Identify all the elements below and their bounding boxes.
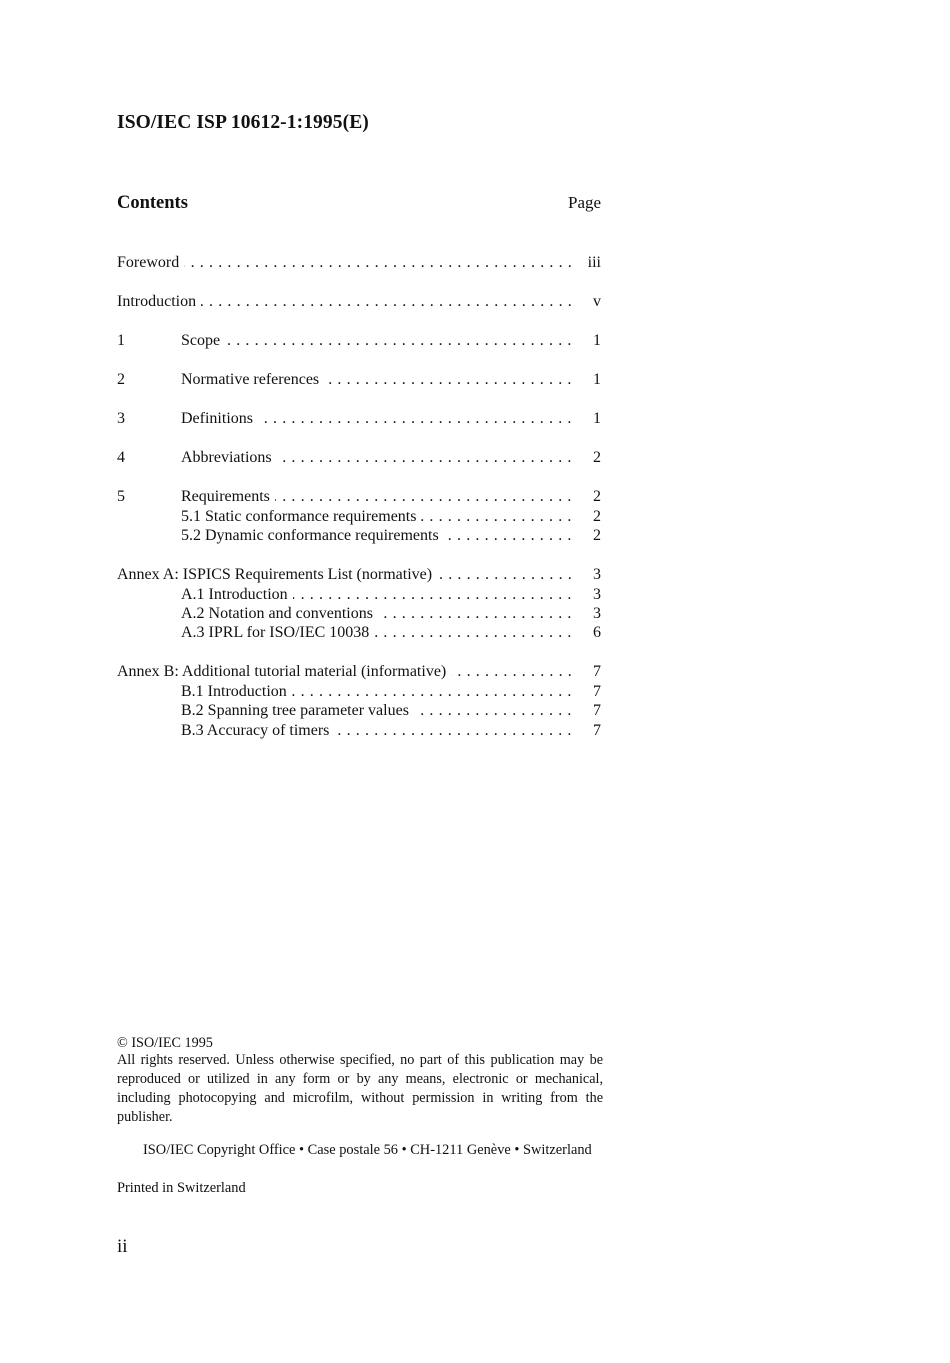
toc-page: 1 <box>593 410 601 427</box>
toc-label: Foreword . . . <box>117 253 575 273</box>
toc-page: 2 <box>593 508 601 525</box>
printed-in: Printed in Switzerland <box>117 1180 246 1196</box>
toc-page: 2 <box>593 488 601 505</box>
toc-page: 7 <box>593 663 601 680</box>
toc-label: Annex A: ISPICS Requirements List (normative) . . . <box>117 565 575 585</box>
toc-label: Scope . . . <box>181 331 575 351</box>
toc-label: Abbreviations . . . <box>181 448 575 468</box>
contents-heading: Contents <box>117 193 188 213</box>
toc-label: A.1 Introduction . . . <box>181 585 575 605</box>
toc-page: 3 <box>593 605 601 622</box>
toc-page: 2 <box>593 527 601 544</box>
toc-label: A.2 Notation and conventions . . . <box>181 604 575 624</box>
toc-number: 1 <box>117 332 125 349</box>
toc-page: 7 <box>593 683 601 700</box>
toc-label: B.3 Accuracy of timers . . . <box>181 721 575 741</box>
toc-label: B.1 Introduction . . . <box>181 682 575 702</box>
toc-label: Annex B: Additional tutorial material (informative) . . . <box>117 662 575 682</box>
copyright-line: © ISO/IEC 1995 <box>117 1035 213 1051</box>
page-column-heading: Page <box>568 193 602 212</box>
toc-page: v <box>593 293 601 310</box>
toc-page: 2 <box>593 449 601 466</box>
toc-label: Introduction . . . <box>117 292 575 312</box>
doc-id: ISO/IEC ISP 10612-1:1995(E) <box>117 112 369 133</box>
toc-page: 1 <box>593 332 601 349</box>
toc-label: B.2 Spanning tree parameter values . . . <box>181 701 575 721</box>
toc-number: 2 <box>117 371 125 388</box>
toc-label: 5.2 Dynamic conformance requirements . . . <box>181 526 575 546</box>
toc-page: 7 <box>593 722 601 739</box>
toc-page: 7 <box>593 702 601 719</box>
toc-number: 5 <box>117 488 125 505</box>
toc-label: A.3 IPRL for ISO/IEC 10038 . . . <box>181 623 575 643</box>
toc-page: 6 <box>593 624 601 641</box>
toc-label: Definitions . . . <box>181 409 575 429</box>
toc-page: 1 <box>593 371 601 388</box>
toc-page: 3 <box>593 566 601 583</box>
toc-number: 3 <box>117 410 125 427</box>
toc-label: Normative references . . . <box>181 370 575 390</box>
rights-statement: All rights reserved. Unless otherwise specified, no part of this publication may be reproduced or utilized in any form or by any means, electronic or mechanical, including photocopying and microfilm, without permission in writing from the publisher. <box>117 1052 603 1125</box>
toc-page: iii <box>587 254 601 271</box>
toc-label: Requirements . . . <box>181 487 575 507</box>
page-number: ii <box>117 1236 128 1257</box>
toc-number: 4 <box>117 449 125 466</box>
toc-page: 3 <box>593 586 601 603</box>
toc-label: 5.1 Static conformance requirements . . . <box>181 507 575 527</box>
copyright-office: ISO/IEC Copyright Office • Case postale 56 • CH-1211 Genève • Switzerland <box>143 1142 592 1158</box>
